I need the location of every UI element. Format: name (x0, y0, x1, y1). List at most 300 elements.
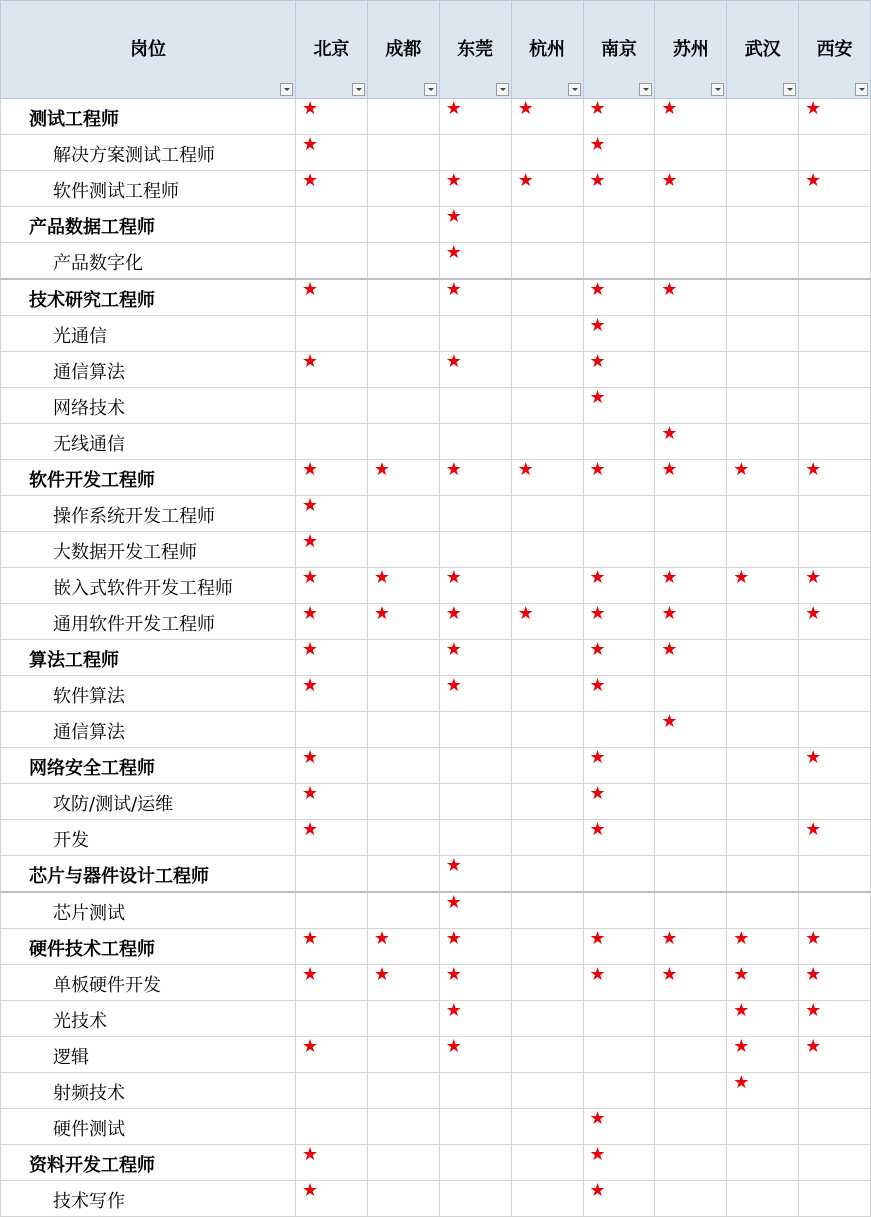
role-sub-cell[interactable]: 射频技术 (1, 1073, 296, 1109)
table-row (1, 640, 871, 676)
location-cell[interactable] (296, 676, 368, 712)
location-cell[interactable] (655, 1181, 727, 1217)
location-cell[interactable] (727, 640, 799, 676)
location-cell[interactable] (727, 929, 799, 965)
location-cell[interactable] (799, 171, 871, 207)
location-cell[interactable] (296, 207, 368, 243)
location-cell[interactable] (583, 712, 655, 748)
location-cell[interactable] (511, 1073, 583, 1109)
location-cell[interactable] (296, 1109, 368, 1145)
location-cell[interactable] (727, 207, 799, 243)
location-cell[interactable] (583, 388, 655, 424)
location-cell[interactable] (655, 1145, 727, 1181)
location-cell[interactable] (439, 316, 511, 352)
location-cell[interactable] (655, 532, 727, 568)
location-cell[interactable] (727, 965, 799, 1001)
location-cell[interactable] (583, 1001, 655, 1037)
location-cell[interactable] (296, 352, 368, 388)
location-cell[interactable] (799, 207, 871, 243)
role-group-cell[interactable]: 产品数据工程师 (1, 207, 296, 243)
location-cell[interactable] (655, 929, 727, 965)
location-cell[interactable] (439, 388, 511, 424)
location-cell[interactable] (439, 1145, 511, 1181)
header-city-8[interactable] (799, 1, 871, 99)
filter-dropdown-icon[interactable] (424, 83, 437, 96)
role-sub-cell[interactable]: 光技术 (1, 1001, 296, 1037)
location-cell[interactable] (511, 604, 583, 640)
location-cell[interactable] (799, 965, 871, 1001)
location-cell[interactable] (296, 99, 368, 135)
location-cell[interactable] (799, 279, 871, 316)
location-cell[interactable] (439, 1181, 511, 1217)
location-cell[interactable] (367, 243, 439, 280)
location-cell[interactable] (439, 243, 511, 280)
location-cell[interactable] (296, 568, 368, 604)
location-cell[interactable] (511, 135, 583, 171)
location-cell[interactable] (439, 424, 511, 460)
location-cell[interactable] (655, 712, 727, 748)
location-cell[interactable] (583, 965, 655, 1001)
location-cell[interactable] (727, 1073, 799, 1109)
location-cell[interactable] (296, 640, 368, 676)
location-cell[interactable] (727, 496, 799, 532)
location-cell[interactable] (655, 604, 727, 640)
location-cell[interactable] (583, 640, 655, 676)
location-cell[interactable] (727, 892, 799, 929)
location-cell[interactable] (799, 1181, 871, 1217)
location-cell[interactable] (655, 1001, 727, 1037)
location-cell[interactable] (583, 243, 655, 280)
role-sub-cell[interactable]: 攻防/测试/运维 (1, 784, 296, 820)
location-cell[interactable] (655, 1109, 727, 1145)
location-cell[interactable] (439, 135, 511, 171)
location-cell[interactable] (511, 532, 583, 568)
location-cell[interactable] (799, 496, 871, 532)
location-cell[interactable] (655, 424, 727, 460)
role-sub-cell[interactable]: 网络技术 (1, 388, 296, 424)
location-cell[interactable] (511, 568, 583, 604)
location-cell[interactable] (583, 135, 655, 171)
location-cell[interactable] (727, 748, 799, 784)
location-cell[interactable] (799, 135, 871, 171)
location-cell[interactable] (367, 568, 439, 604)
location-cell[interactable] (655, 460, 727, 496)
location-cell[interactable] (367, 856, 439, 893)
location-cell[interactable] (439, 640, 511, 676)
location-cell[interactable] (439, 279, 511, 316)
header-city-6[interactable] (655, 1, 727, 99)
location-cell[interactable] (367, 1001, 439, 1037)
location-cell[interactable] (296, 171, 368, 207)
location-cell[interactable] (583, 532, 655, 568)
location-cell[interactable] (583, 316, 655, 352)
role-group-cell[interactable]: 算法工程师 (1, 640, 296, 676)
location-cell[interactable] (727, 352, 799, 388)
location-cell[interactable] (367, 1073, 439, 1109)
location-cell[interactable] (799, 820, 871, 856)
location-cell[interactable] (296, 820, 368, 856)
location-cell[interactable] (799, 460, 871, 496)
location-cell[interactable] (367, 424, 439, 460)
location-cell[interactable] (511, 207, 583, 243)
location-cell[interactable] (367, 460, 439, 496)
location-cell[interactable] (439, 1109, 511, 1145)
location-cell[interactable] (367, 748, 439, 784)
location-cell[interactable] (511, 676, 583, 712)
location-cell[interactable] (655, 99, 727, 135)
location-cell[interactable] (799, 1037, 871, 1073)
header-role[interactable] (1, 1, 296, 99)
location-cell[interactable] (727, 820, 799, 856)
location-cell[interactable] (296, 965, 368, 1001)
location-cell[interactable] (655, 352, 727, 388)
location-cell[interactable] (511, 171, 583, 207)
location-cell[interactable] (583, 1037, 655, 1073)
location-cell[interactable] (655, 388, 727, 424)
role-sub-cell[interactable]: 嵌入式软件开发工程师 (1, 568, 296, 604)
location-cell[interactable] (799, 892, 871, 929)
location-cell[interactable] (727, 604, 799, 640)
location-cell[interactable] (583, 604, 655, 640)
location-cell[interactable] (799, 352, 871, 388)
location-cell[interactable] (511, 424, 583, 460)
role-sub-cell[interactable]: 硬件测试 (1, 1109, 296, 1145)
location-cell[interactable] (727, 712, 799, 748)
location-cell[interactable] (296, 424, 368, 460)
location-cell[interactable] (727, 856, 799, 893)
location-cell[interactable] (367, 640, 439, 676)
location-cell[interactable] (511, 856, 583, 893)
location-cell[interactable] (799, 99, 871, 135)
location-cell[interactable] (511, 388, 583, 424)
location-cell[interactable] (583, 748, 655, 784)
location-cell[interactable] (727, 99, 799, 135)
location-cell[interactable] (655, 640, 727, 676)
location-cell[interactable] (296, 135, 368, 171)
location-cell[interactable] (367, 820, 439, 856)
role-group-cell[interactable]: 芯片与器件设计工程师 (1, 856, 296, 893)
location-cell[interactable] (367, 929, 439, 965)
location-cell[interactable] (296, 388, 368, 424)
filter-dropdown-icon[interactable] (280, 83, 293, 96)
location-cell[interactable] (655, 1037, 727, 1073)
location-cell[interactable] (439, 568, 511, 604)
location-cell[interactable] (511, 460, 583, 496)
role-sub-cell[interactable]: 解决方案测试工程师 (1, 135, 296, 171)
location-cell[interactable] (583, 207, 655, 243)
location-cell[interactable] (727, 388, 799, 424)
location-cell[interactable] (727, 676, 799, 712)
location-cell[interactable] (583, 568, 655, 604)
location-cell[interactable] (439, 820, 511, 856)
filter-dropdown-icon[interactable] (855, 83, 868, 96)
location-cell[interactable] (439, 99, 511, 135)
location-cell[interactable] (296, 532, 368, 568)
location-cell[interactable] (727, 135, 799, 171)
location-cell[interactable] (583, 496, 655, 532)
location-cell[interactable] (439, 712, 511, 748)
location-cell[interactable] (439, 892, 511, 929)
location-cell[interactable] (655, 748, 727, 784)
filter-dropdown-icon[interactable] (352, 83, 365, 96)
location-cell[interactable] (655, 856, 727, 893)
location-cell[interactable] (367, 1181, 439, 1217)
location-cell[interactable] (583, 1109, 655, 1145)
location-cell[interactable] (511, 352, 583, 388)
location-cell[interactable] (367, 604, 439, 640)
location-cell[interactable] (655, 820, 727, 856)
role-sub-cell[interactable]: 开发 (1, 820, 296, 856)
location-cell[interactable] (799, 929, 871, 965)
role-group-cell[interactable]: 网络安全工程师 (1, 748, 296, 784)
location-cell[interactable] (727, 424, 799, 460)
location-cell[interactable] (799, 784, 871, 820)
header-city-1[interactable] (296, 1, 368, 99)
location-cell[interactable] (655, 207, 727, 243)
location-cell[interactable] (296, 460, 368, 496)
role-sub-cell[interactable]: 软件测试工程师 (1, 171, 296, 207)
filter-dropdown-icon[interactable] (639, 83, 652, 96)
header-city-4[interactable] (511, 1, 583, 99)
role-sub-cell[interactable]: 通信算法 (1, 352, 296, 388)
location-cell[interactable] (511, 243, 583, 280)
location-cell[interactable] (367, 784, 439, 820)
location-cell[interactable] (511, 1145, 583, 1181)
location-cell[interactable] (367, 207, 439, 243)
header-city-3[interactable] (439, 1, 511, 99)
location-cell[interactable] (655, 784, 727, 820)
role-sub-cell[interactable]: 大数据开发工程师 (1, 532, 296, 568)
role-group-cell[interactable]: 软件开发工程师 (1, 460, 296, 496)
location-cell[interactable] (799, 424, 871, 460)
location-cell[interactable] (439, 496, 511, 532)
location-cell[interactable] (583, 1181, 655, 1217)
location-cell[interactable] (583, 279, 655, 316)
location-cell[interactable] (367, 135, 439, 171)
location-cell[interactable] (296, 496, 368, 532)
role-sub-cell[interactable]: 通信算法 (1, 712, 296, 748)
location-cell[interactable] (727, 1181, 799, 1217)
location-cell[interactable] (799, 676, 871, 712)
role-sub-cell[interactable]: 芯片测试 (1, 892, 296, 929)
location-cell[interactable] (799, 748, 871, 784)
location-cell[interactable] (511, 316, 583, 352)
location-cell[interactable] (367, 496, 439, 532)
location-cell[interactable] (583, 784, 655, 820)
location-cell[interactable] (511, 965, 583, 1001)
filter-dropdown-icon[interactable] (568, 83, 581, 96)
location-cell[interactable] (439, 784, 511, 820)
location-cell[interactable] (296, 1001, 368, 1037)
location-cell[interactable] (439, 460, 511, 496)
role-sub-cell[interactable]: 技术写作 (1, 1181, 296, 1217)
location-cell[interactable] (655, 279, 727, 316)
role-sub-cell[interactable]: 单板硬件开发 (1, 965, 296, 1001)
role-group-cell[interactable]: 测试工程师 (1, 99, 296, 135)
location-cell[interactable] (655, 496, 727, 532)
location-cell[interactable] (296, 712, 368, 748)
location-cell[interactable] (296, 1073, 368, 1109)
location-cell[interactable] (296, 279, 368, 316)
location-cell[interactable] (296, 604, 368, 640)
location-cell[interactable] (799, 532, 871, 568)
location-cell[interactable] (367, 171, 439, 207)
location-cell[interactable] (727, 1145, 799, 1181)
header-city-2[interactable] (367, 1, 439, 99)
table-row (1, 784, 871, 820)
location-cell[interactable] (799, 388, 871, 424)
role-group-cell[interactable]: 资料开发工程师 (1, 1145, 296, 1181)
location-cell[interactable] (799, 316, 871, 352)
location-cell[interactable] (799, 1001, 871, 1037)
location-cell[interactable] (511, 640, 583, 676)
location-cell[interactable] (655, 243, 727, 280)
location-cell[interactable] (799, 640, 871, 676)
location-cell[interactable] (727, 1001, 799, 1037)
location-cell[interactable] (583, 856, 655, 893)
location-cell[interactable] (511, 748, 583, 784)
location-cell[interactable] (367, 316, 439, 352)
location-cell[interactable] (439, 171, 511, 207)
location-cell[interactable] (583, 676, 655, 712)
location-cell[interactable] (583, 1073, 655, 1109)
location-cell[interactable] (511, 99, 583, 135)
location-cell[interactable] (583, 171, 655, 207)
location-cell[interactable] (367, 1037, 439, 1073)
location-cell[interactable] (367, 279, 439, 316)
location-cell[interactable] (655, 316, 727, 352)
location-cell[interactable] (583, 1145, 655, 1181)
location-cell[interactable] (583, 99, 655, 135)
location-cell[interactable] (511, 1109, 583, 1145)
location-cell[interactable] (511, 279, 583, 316)
role-sub-cell[interactable]: 通用软件开发工程师 (1, 604, 296, 640)
location-cell[interactable] (511, 820, 583, 856)
location-cell[interactable] (799, 243, 871, 280)
location-cell[interactable] (799, 1109, 871, 1145)
location-cell[interactable] (367, 388, 439, 424)
location-cell[interactable] (296, 748, 368, 784)
location-cell[interactable] (439, 965, 511, 1001)
location-cell[interactable] (511, 929, 583, 965)
location-cell[interactable] (655, 135, 727, 171)
location-cell[interactable] (296, 316, 368, 352)
location-cell[interactable] (727, 784, 799, 820)
role-sub-cell[interactable]: 光通信 (1, 316, 296, 352)
filter-dropdown-icon[interactable] (496, 83, 509, 96)
location-cell[interactable] (511, 1037, 583, 1073)
location-cell[interactable] (296, 1145, 368, 1181)
location-cell[interactable] (727, 1037, 799, 1073)
location-cell[interactable] (799, 604, 871, 640)
location-cell[interactable] (583, 460, 655, 496)
location-cell[interactable] (367, 676, 439, 712)
location-cell[interactable] (727, 460, 799, 496)
header-city-5[interactable] (583, 1, 655, 99)
location-cell[interactable] (655, 892, 727, 929)
location-cell[interactable] (583, 352, 655, 388)
location-cell[interactable] (367, 965, 439, 1001)
role-group-cell[interactable]: 技术研究工程师 (1, 279, 296, 316)
role-sub-cell[interactable]: 逻辑 (1, 1037, 296, 1073)
location-cell[interactable] (799, 712, 871, 748)
location-cell[interactable] (583, 820, 655, 856)
location-cell[interactable] (727, 279, 799, 316)
location-cell[interactable] (511, 784, 583, 820)
location-cell[interactable] (439, 532, 511, 568)
location-cell[interactable] (367, 892, 439, 929)
location-cell[interactable] (799, 856, 871, 893)
location-cell[interactable] (367, 1145, 439, 1181)
location-cell[interactable] (296, 892, 368, 929)
role-sub-cell[interactable]: 产品数字化 (1, 243, 296, 280)
location-cell[interactable] (727, 1109, 799, 1145)
role-sub-cell[interactable]: 软件算法 (1, 676, 296, 712)
location-cell[interactable] (583, 929, 655, 965)
location-cell[interactable] (439, 1073, 511, 1109)
location-cell[interactable] (511, 1181, 583, 1217)
location-cell[interactable] (367, 712, 439, 748)
location-cell[interactable] (367, 532, 439, 568)
location-cell[interactable] (511, 712, 583, 748)
location-cell[interactable] (727, 532, 799, 568)
location-cell[interactable] (799, 1073, 871, 1109)
location-cell[interactable] (439, 1037, 511, 1073)
location-cell[interactable] (511, 892, 583, 929)
role-group-cell[interactable]: 硬件技术工程师 (1, 929, 296, 965)
location-cell[interactable] (727, 171, 799, 207)
role-sub-cell[interactable]: 操作系统开发工程师 (1, 496, 296, 532)
location-cell[interactable] (439, 856, 511, 893)
location-cell[interactable] (727, 568, 799, 604)
filter-dropdown-icon[interactable] (711, 83, 724, 96)
location-cell[interactable] (799, 1145, 871, 1181)
location-cell[interactable] (511, 1001, 583, 1037)
role-sub-cell[interactable]: 无线通信 (1, 424, 296, 460)
location-cell[interactable] (439, 929, 511, 965)
location-cell[interactable] (583, 892, 655, 929)
location-cell[interactable] (655, 676, 727, 712)
location-cell[interactable] (367, 1109, 439, 1145)
location-cell[interactable] (583, 424, 655, 460)
location-cell[interactable] (367, 352, 439, 388)
location-cell[interactable] (296, 1037, 368, 1073)
location-cell[interactable] (296, 243, 368, 280)
star-icon: ★ (589, 747, 606, 768)
location-cell[interactable] (655, 1073, 727, 1109)
location-cell[interactable] (439, 352, 511, 388)
location-cell[interactable] (439, 1001, 511, 1037)
location-cell[interactable] (296, 784, 368, 820)
location-cell[interactable] (655, 568, 727, 604)
location-cell[interactable] (727, 316, 799, 352)
location-cell[interactable] (367, 99, 439, 135)
location-cell[interactable] (799, 568, 871, 604)
location-cell[interactable] (439, 748, 511, 784)
header-city-7[interactable] (727, 1, 799, 99)
location-cell[interactable] (439, 676, 511, 712)
location-cell[interactable] (439, 207, 511, 243)
location-cell[interactable] (655, 965, 727, 1001)
location-cell[interactable] (296, 929, 368, 965)
filter-dropdown-icon[interactable] (783, 83, 796, 96)
location-cell[interactable] (439, 604, 511, 640)
location-cell[interactable] (296, 856, 368, 893)
location-cell[interactable] (655, 171, 727, 207)
location-cell[interactable] (727, 243, 799, 280)
location-cell[interactable] (296, 1181, 368, 1217)
location-cell[interactable] (511, 496, 583, 532)
